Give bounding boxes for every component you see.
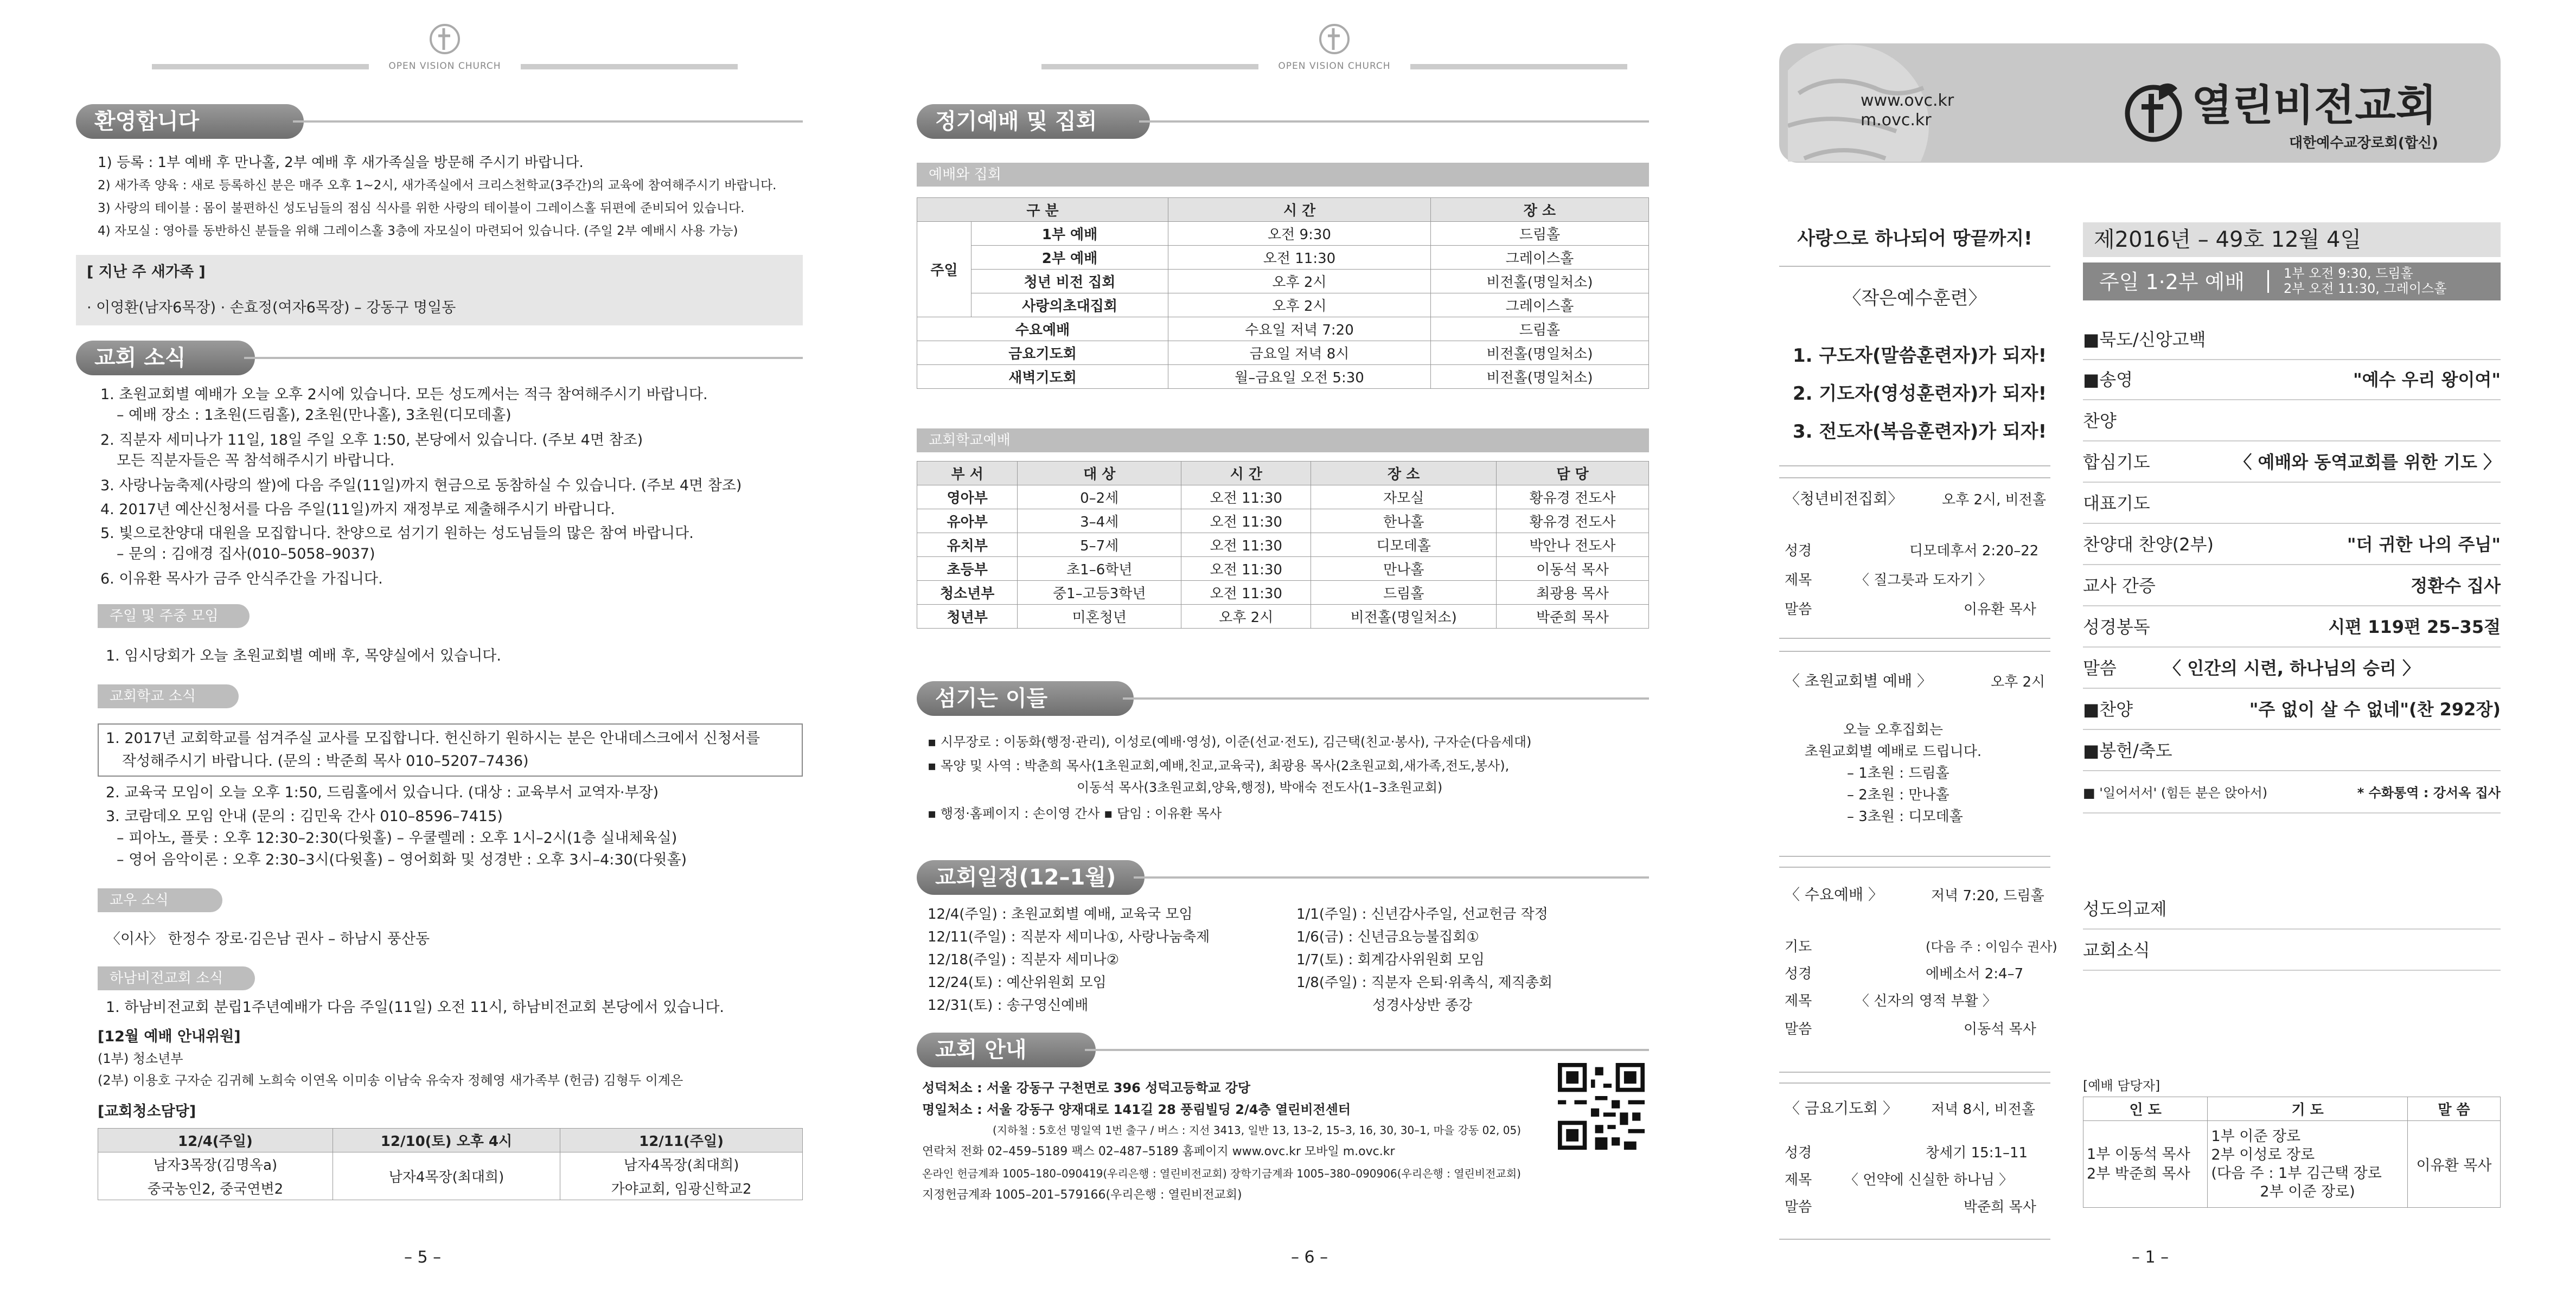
order-item [2083,889,2501,930]
table-cell: 오후 2시 [1181,605,1311,629]
hanam-heading: 하남비전교회 소식 [98,966,255,990]
edu-label: 교회학교예배 [917,428,1649,452]
table-header: 12/10(토) 오후 4시 [333,1129,560,1152]
duty-pray: 2부 이준 장로) [2260,1183,2355,1200]
table-cell: 비전홀(명일처소) [1430,365,1648,389]
wed-title: 〈 수요예배 〉 [1785,886,1883,904]
table-cell: 최광용 목사 [1497,581,1649,605]
website-label[interactable]: www.ovc.kr [1861,91,1954,110]
page-number: – 5 – [404,1248,442,1267]
schedule-right: 1/6(금) : 신년금요능불집회① [1296,929,1479,945]
fri-title: 〈 금요기도회 〉 [1785,1099,1899,1117]
table-cell: 영아부 [917,485,1018,509]
info-line: (지하철 : 5호선 명일역 1번 출구 / 버스 : 지선 3413, 일반 13, 13–2, 15–3, 16, 30, 30–1, 마을 강동 02, 05) [993,1124,1522,1137]
new-family-title: [ 지난 주 새가족 ] [87,264,206,280]
wed-label: 제목 [1785,993,1812,1009]
order-item [2083,931,2501,971]
goal-item: 3. 전도자(복음훈련자)가 되자! [1793,421,2047,443]
church-en-label: OPEN VISION CHURCH [1278,61,1391,72]
serve-heading: 섬기는 이들 [917,681,1134,716]
order-item-value: 시편 119편 25–35절 [2328,617,2501,637]
school-box-line: 1. 2017년 교회학교를 섬겨주실 교사를 모집합니다. 헌신하기 원하시는 분은 안내데스크에서 신청서를 [106,730,760,747]
wed-label: 기도 [1785,939,1812,955]
cho-line: – 2초원 : 만나홀 [1847,787,1949,803]
table-header: 장 소 [1311,462,1497,485]
table-cell: 비전홀(명일처소) [1430,341,1648,365]
table-cell: 1부 예배 [971,222,1168,246]
issue-date: 제2016년 – 49호 12월 4일 [2094,227,2362,252]
table-cell: 자모실 [1311,485,1497,509]
order-item [2083,731,2501,771]
welcome-item-2: 2) 새가족 양육 : 새로 등록하신 분은 매주 오후 1~2시, 새가족실에서 크리스천학교(3주간)의 교육에 참여해주시기 바랍니다. [98,178,777,193]
fri-value: 박준희 목사 [1964,1199,2036,1215]
youth-value: 디모데후서 2:20–22 [1909,543,2039,559]
divider [244,357,803,359]
wed-value: 〈 신자의 영적 부활 〉 [1855,993,1997,1009]
table-cell: 금요일 저녁 8시 [1168,341,1431,365]
table-header: 장 소 [1430,198,1648,222]
table-cell: 금요기도회 [917,341,1168,365]
schedule-heading: 교회일정(12–1월) [917,860,1145,895]
page-number: – 1 – [2132,1248,2169,1267]
news-item: 1. 초원교회별 예배가 오늘 오후 2시에 있습니다. 모든 성도께서는 적극 참여해주시기 바랍니다. [100,386,708,403]
cho-title: 〈 초원교회별 예배 〉 [1785,672,1933,690]
table-cell: 드림홀 [1430,222,1648,246]
table-cell: 오전 11:30 [1181,581,1311,605]
welcome-heading: 환영합니다 [76,104,304,139]
welcome-item-3: 3) 사랑의 테이블 : 몸이 불편하신 성도님들의 점심 식사를 위한 사랑의 테이블이 그레이스홀 뒤편에 준비되어 있습니다. [98,201,745,215]
clean-title: [교회청소담당] [98,1103,196,1120]
info-line: 명일처소 : 서울 강동구 양재대로 141길 28 풍림빌딩 2/4층 열린비전센터 [922,1102,1351,1117]
table-header: 시 간 [1168,198,1431,222]
church-name-bar [1041,61,1627,73]
table-header: 인 도 [2083,1097,2208,1121]
order-item [2083,401,2501,441]
slogan: 사랑으로 하나되어 땅끝까지! [1797,228,2032,249]
info-line: 성덕처소 : 서울 강동구 구천면로 396 성덕고등학교 강당 [922,1080,1251,1096]
cho-time: 오후 2시 [1991,674,2046,690]
order-item-label: 교회소식 [2083,940,2150,960]
table-cell: 2부 예배 [971,246,1168,270]
table-cell: 박안나 전도사 [1497,533,1649,557]
table-cell: 오전 11:30 [1181,533,1311,557]
table-cell: 오전 11:30 [1181,485,1311,509]
youth-value: 이유환 목사 [1964,601,2036,618]
table-cell: 주일 [917,222,971,317]
denomination: 대한예수교장로회(합신) [2289,135,2438,151]
order-item-center: 〈 인간의 시련, 하나님의 승리 〉 [2164,658,2420,678]
info-line: 연락처 전화 02–459–5189 팩스 02–487–5189 홈페이지 www.ovc.kr 모바일 m.ovc.kr [922,1145,1395,1158]
table-cell: 유아부 [917,509,1018,533]
order-item [2083,360,2501,400]
goal-item: 1. 구도자(말씀훈련자)가 되자! [1793,345,2047,367]
youth-time: 오후 2시, 비전홀 [1942,492,2047,508]
table-cell: 수요예배 [917,317,1168,341]
table-cell: 오전 11:30 [1181,509,1311,533]
table-header: 대 상 [1018,462,1181,485]
table-header: 12/4(주일) [98,1129,333,1152]
duty-pray: (다음 주 : 1부 김근택 장로 [2211,1164,2382,1182]
news-item: 4. 2017년 예산신청서를 다음 주일(11일)까지 재정부로 제출해주시기 바랍니다. [100,501,615,518]
serve-line: ▪ 시무장로 : 이동화(행정·관리), 이성로(예배·영성), 이준(선교·전도), 김근택(친교·봉사), 구자순(다음세대) [928,734,1532,750]
schedule-right: 1/8(주일) : 직분자 은퇴·위촉식, 제직총회 [1296,975,1553,991]
duty-pray: 1부 이준 장로 [2211,1128,2301,1145]
welcome-item-1: 1) 등록 : 1부 예배 후 만나홀, 2부 예배 후 새가족실을 방문해 주시기 바랍니다. [98,155,584,171]
schedule-right: 1/7(토) : 회계감사위원회 모임 [1296,952,1485,968]
table-cell: 만나홀 [1311,557,1497,581]
table-cell: 0–2세 [1018,485,1181,509]
school-item: – 영어 음악이론 : 오후 2:30–3시(다윗홀) – 영어회화 및 성경반 : 오후 3시–4:30(다윗홀) [117,851,687,868]
order-item-label: 성경봉독 [2083,617,2150,637]
page-number: – 6 – [1291,1248,1328,1267]
serve-line: ▪ 목양 및 사역 : 박춘희 목사(1초원교회,예배,친교,교육국), 최광용 목사(2초원교회,새가족,전도,봉사), [928,758,1510,773]
worship-label: 예배와 집회 [917,163,1649,187]
youth-label: 말씀 [1785,601,1812,618]
youth-label: 제목 [1785,572,1812,588]
table-cell: 드림홀 [1311,581,1497,605]
goal-item: 2. 기도자(영성훈련자)가 되자! [1793,383,2047,405]
church-name: 열린비전교회 [2191,81,2437,130]
order-item-value: "더 귀한 나의 주님" [2347,534,2501,555]
table-cell: 초1–6학년 [1018,557,1181,581]
page-5 [0,0,890,1294]
mobile-site-label[interactable]: m.ovc.kr [1861,111,1932,130]
table-cell: 사랑의초대집회 [971,293,1168,317]
order-item-label: 대표기도 [2083,493,2150,514]
table-cell: 미혼청년 [1018,605,1181,629]
divider [1139,120,1649,123]
divider [293,120,803,123]
table-cell: 디모데홀 [1311,533,1497,557]
info-line: 지정헌금계좌 1005–201–579166(우리은행 : 열린비전교회) [922,1188,1242,1202]
table-cell: 5–7세 [1018,533,1181,557]
order-item-value: "예수 우리 왕이여" [2353,369,2501,390]
divider [1123,697,1649,700]
news-item: 2. 직분자 세미나가 11일, 18일 주일 오후 1:50, 본당에서 있습니다. (주보 4면 참조) [100,432,643,449]
wed-time: 저녁 7:20, 드림홀 [1931,888,2044,904]
duty-lead: 2부 박준희 목사 [2087,1165,2190,1182]
order-item-value: "주 없이 살 수 없네"(찬 292장) [2249,699,2501,720]
wed-value: 이동석 목사 [1964,1021,2036,1037]
order-item-label: ■ '일어서서' (힘든 분은 앉아서) [2083,785,2268,800]
wed-value: (다음 주 : 이임수 권사) [1926,939,2057,955]
table-cell: 오전 9:30 [1168,222,1431,246]
wed-value: 에베소서 2:4–7 [1926,966,2024,982]
table-cell: 이동석 목사 [1497,557,1649,581]
table-cell: 남자4목장(최대희) [560,1152,803,1176]
school-box-line: 작성해주시기 바랍니다. (문의 : 박준희 목사 010–5207–7436) [122,753,529,770]
edu-table [917,461,1649,629]
school-item: 3. 코람데오 모임 안내 (문의 : 김민욱 간사 010–8596–7415) [106,808,503,825]
news-item: 3. 사랑나눔축제(사랑의 쌀)에 다음 주일(11일)까지 현금으로 동참하실 수 있습니다. (주보 4면 참조) [100,477,742,494]
table-cell: 박준희 목사 [1497,605,1649,629]
page-1-cover [1779,0,2576,1294]
church-name-bar [152,61,738,73]
news-item: – 문의 : 김애경 집사(010–5058–9037) [117,546,375,562]
news-item: – 예배 장소 : 1초원(드림홀), 2초원(만나홀), 3초원(디모데홀) [117,407,512,424]
duty-title: [예배 담당자] [2083,1078,2160,1093]
schedule-right: 1/1(주일) : 신년감사주일, 선교헌금 작정 [1296,906,1548,923]
church-logo-icon [2121,79,2186,144]
cho-line: – 3초원 : 디모데홀 [1847,809,1963,825]
school-heading: 교회학교 소식 [98,684,239,708]
order-item-label: ■찬양 [2083,699,2133,720]
new-family-line: · 이영환(남자6목장) · 손효정(여자6목장) – 강동구 명일동 [87,299,456,316]
order-item-label: 말씀 [2083,658,2117,678]
table-header: 담 당 [1497,462,1649,485]
table-cell: 오전 11:30 [1181,557,1311,581]
table-cell: 황유경 전도사 [1497,509,1649,533]
school-item: – 피아노, 플룻 : 오후 12:30–2:30(다윗홀) – 우쿨렐레 : 오후 1시–2시(1층 실내체육실) [117,830,677,847]
order-item [2083,773,2501,813]
order-item [2083,607,2501,648]
cho-line: – 1초원 : 드림홀 [1847,765,1949,781]
schedule-left: 12/31(토) : 송구영신예배 [928,997,1089,1014]
order-item-label: ■묵도/신앙고백 [2083,329,2206,350]
table-cell: 오후 2시 [1168,293,1431,317]
table-cell: 드림홀 [1430,317,1648,341]
table-cell: 중국농인2, 중국연변2 [98,1176,333,1200]
order-item-label: 찬양 [2083,411,2117,431]
news-item: 모든 직분자들은 꼭 참석해주시기 바랍니다. [117,452,395,469]
table-cell: 청소년부 [917,581,1018,605]
worship-heading: 정기예배 및 집회 [917,104,1150,139]
serve-line: ▪ 행정·홈페이지 : 손이영 간사 ▪ 담임 : 이유환 목사 [928,806,1222,821]
table-cell: 월–금요일 오전 5:30 [1168,365,1431,389]
youth-value: 〈 질그릇과 도자기 〉 [1855,572,1992,588]
fri-label: 성경 [1785,1145,1812,1161]
divider [1085,1049,1649,1051]
duty-word: 이유환 목사 [2407,1121,2500,1208]
order-item [2083,566,2501,606]
news-item: 5. 빛으로찬양대 대원을 모집합니다. 찬양으로 섬기기 원하는 성도님들의 많은 참여 바랍니다. [100,525,694,542]
table-cell: 그레이스홀 [1430,246,1648,270]
schedule-left: 12/24(토) : 예산위원회 모임 [928,975,1107,991]
church-logo-icon [1313,18,1356,56]
order-item-label: 찬양대 찬양(2부) [2083,534,2214,555]
table-cell: 새벽기도회 [917,365,1168,389]
order-item-value: 〈 예배와 동역교회를 위한 기도 〉 [2234,452,2501,472]
members-line: 〈이사〉 한정수 장로·김은남 권사 – 하남시 풍산동 [106,931,430,947]
table-header: 말 씀 [2407,1097,2500,1121]
fri-value: 〈 언약에 신실한 하나님 〉 [1844,1172,2014,1188]
order-item-label: ■봉헌/축도 [2083,740,2172,761]
church-logo-icon [423,18,466,56]
table-cell: 3–4세 [1018,509,1181,533]
weekday-item: 1. 임시당회가 오늘 초원교회별 예배 후, 목양실에서 있습니다. [106,648,501,664]
table-cell: 중1–고등3학년 [1018,581,1181,605]
news-heading: 교회 소식 [76,341,255,375]
weekday-heading: 주일 및 주중 모임 [98,604,250,628]
table-cell: 남자3목장(김명옥a) [98,1152,333,1176]
table-header: 부 서 [917,462,1018,485]
duty-pray: 2부 이성로 장로 [2211,1146,2315,1163]
order-item-label: 교사 간증 [2083,575,2156,596]
dec-line-2: (2부) 이용호 구자순 김귀혜 노희숙 이연옥 이미송 이남숙 유숙자 정혜영 새가족부 (헌금) 김형두 이계은 [98,1073,683,1088]
order-item [2083,484,2501,524]
table-cell: 수요일 저녁 7:20 [1168,317,1431,341]
schedule-left: 12/11(주일) : 직분자 세미나①, 사랑나눔축제 [928,929,1210,945]
youth-title: 〈청년비전집회〉 [1785,490,1903,508]
table-cell: 유치부 [917,533,1018,557]
qr-code-icon[interactable] [1558,1063,1645,1150]
divider [2267,270,2269,293]
order-item-value: 정환수 집사 [2411,575,2501,596]
order-item-label: 성도의교제 [2083,899,2167,919]
church-en-label: OPEN VISION CHURCH [388,61,501,72]
order-item [2083,320,2501,360]
order-item [2083,649,2501,689]
table-header: 기 도 [2208,1097,2408,1121]
cleaning-table [98,1128,803,1200]
youth-label: 성경 [1785,543,1812,559]
wed-label: 말씀 [1785,1021,1812,1037]
hanam-line: 1. 하남비전교회 분립1주년예배가 다음 주일(11일) 오전 11시, 하남비전교회 본당에서 있습니다. [106,999,724,1016]
order-item-label: 합심기도 [2083,452,2150,472]
duty-lead: 1부 이동석 목사 [2087,1145,2190,1163]
wed-label: 성경 [1785,966,1812,982]
order-item [2083,443,2501,483]
schedule-left: 12/18(주일) : 직분자 세미나② [928,952,1120,968]
table-cell: 황유경 전도사 [1497,485,1649,509]
training-title: 〈작은예수훈련〉 [1843,287,1987,309]
table-header: 구 분 [917,198,1168,222]
news-item: 6. 이유환 목사가 금주 안식주간을 가집니다. [100,571,383,587]
page-6 [890,0,1779,1294]
table-cell: 오후 2시 [1168,270,1431,293]
order-item [2083,525,2501,565]
order-item-label: ■송영 [2083,369,2133,390]
welcome-item-4: 4) 자모실 : 영아를 동반하신 분들을 위해 그레이스홀 3층에 자모실이 마련되어 있습니다. (주일 2부 예배시 사용 가능) [98,224,738,238]
worship-table [917,197,1649,389]
table-header: 12/11(주일) [560,1129,803,1152]
table-cell: 한나홀 [1311,509,1497,533]
fri-label: 말씀 [1785,1199,1812,1215]
table-cell: 가야교회, 임광신학교2 [560,1176,803,1200]
schedule-left: 12/4(주일) : 초원교회별 예배, 교육국 모임 [928,906,1193,923]
table-cell: 오전 11:30 [1168,246,1431,270]
table-cell: 비전홀(명일처소) [1430,270,1648,293]
serve-line: 이동석 목사(3초원교회,양육,행정), 박애숙 전도사(1–3초원교회) [1077,780,1443,795]
dec-line-1: (1부) 청소년부 [98,1051,183,1066]
schedule-right: 성경사상반 종강 [1372,997,1473,1014]
table-header: 시 간 [1181,462,1311,485]
table-cell: 남자4목장(최대희) [333,1152,560,1200]
service-title: 주일 1·2부 예배 [2099,270,2245,294]
table-cell: 초등부 [917,557,1018,581]
table-cell: 그레이스홀 [1430,293,1648,317]
order-item-value: * 수화통역 : 강서옥 집사 [2357,785,2501,800]
school-item: 2. 교육국 모임이 오늘 오후 1:50, 드림홀에서 있습니다. (대상 : 교육부서 교역자·부장) [106,784,659,801]
divider [1134,876,1649,879]
service-time-2: 2부 오전 11:30, 그레이스홀 [2284,281,2447,296]
cho-line: 초원교회별 예배로 드립니다. [1804,744,1982,760]
members-heading: 교우 소식 [98,888,222,912]
duty-table [2083,1097,2501,1208]
fri-time: 저녁 8시, 비전홀 [1931,1101,2036,1118]
fri-value: 창세기 15:1–11 [1926,1145,2028,1161]
info-heading: 교회 안내 [917,1033,1096,1067]
table-cell: 청년부 [917,605,1018,629]
fri-label: 제목 [1785,1172,1812,1188]
order-item [2083,690,2501,730]
table-cell: 비전홀(명일처소) [1311,605,1497,629]
info-line: 온라인 헌금계좌 1005–180–090419(우리은행 : 열린비전교회) 장학기금계좌 1005–380–090906(우리은행 : 열린비전교회) [922,1167,1521,1180]
table-cell: 청년 비전 집회 [971,270,1168,293]
dec-title: [12월 예배 안내위원] [98,1028,241,1045]
cho-line: 오늘 오후집회는 [1843,722,1944,738]
service-time-1: 1부 오전 9:30, 드림홀 [2284,266,2413,281]
